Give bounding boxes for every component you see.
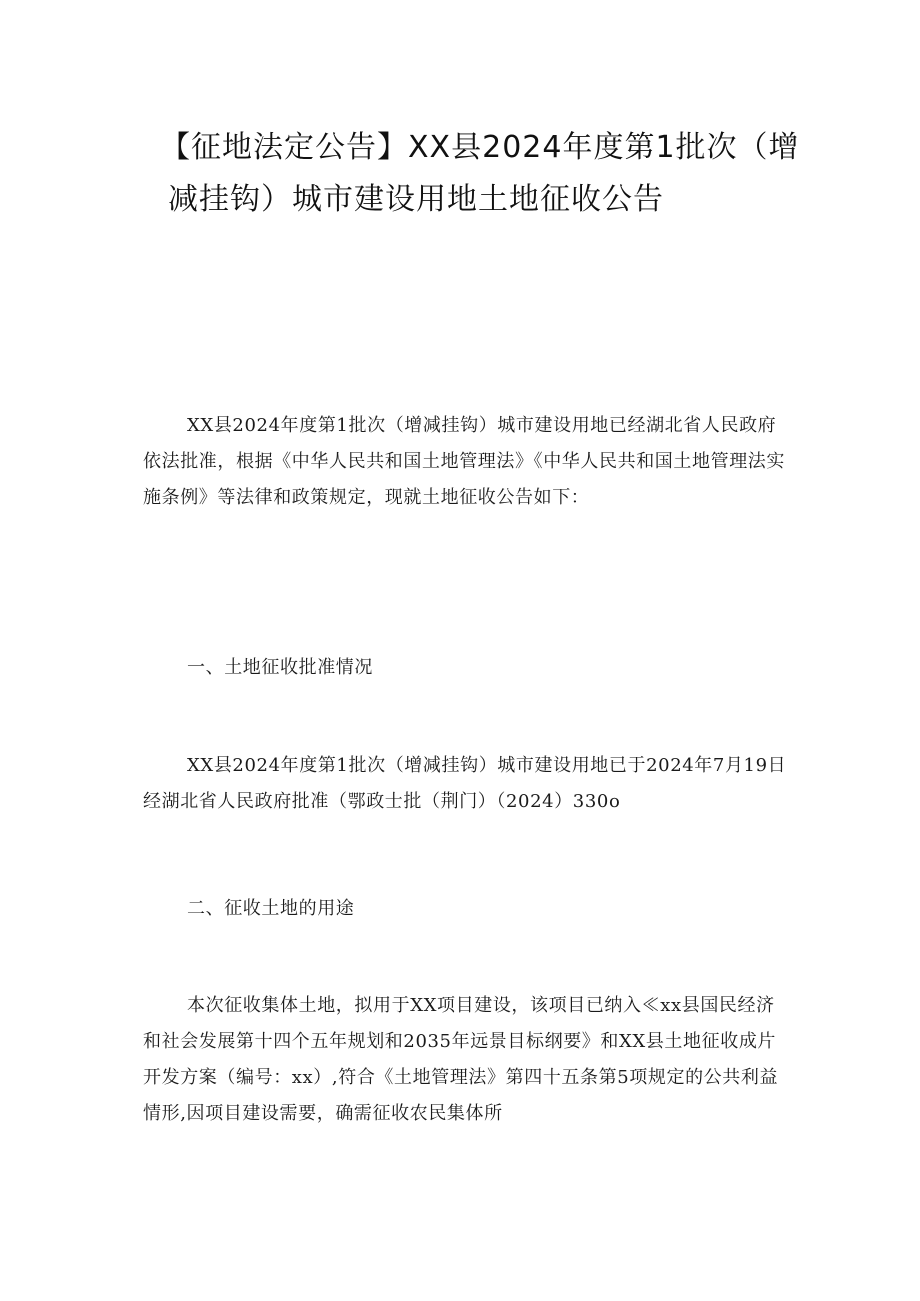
section-1-body: XX县2024年度第1批次（增减挂钩）城市建设用地已于2024年7月19日经湖北省人民政府批准（鄂政士批（荆门）（2024）330o xyxy=(143,755,787,812)
section-2-heading: 二、征收土地的用途 xyxy=(187,898,355,919)
title-line-1: 【征地法定公告】XX县2024年度第1批次（增 xyxy=(160,130,800,165)
intro-paragraph: XX县2024年度第1批次（增减挂钩）城市建设用地已经湖北省人民政府依法批准，根据《中华人民共和国土地管理法》《中华人民共和国土地管理法实施条例》等法律和政策规定，现就土地征收公告如下： xyxy=(143,415,785,508)
section-2-body: 本次征收集体土地，拟用于XX项目建设，该项目已纳入≪xx县国民经济和社会发展第十四个五年规划和2035年远景目标纲要》和XX县土地征收成片开发方案（编号：xx）,符合《土地管理法》第四十五条第5项规定的公共利益情形,因项目建设需要，确需征收农民集体所 xyxy=(143,995,779,1124)
title-line-2: 减挂钩）城市建设用地土地征收公告 xyxy=(168,182,664,217)
section-1-heading: 一、土地征收批准情况 xyxy=(187,657,373,678)
document-title xyxy=(160,122,800,226)
